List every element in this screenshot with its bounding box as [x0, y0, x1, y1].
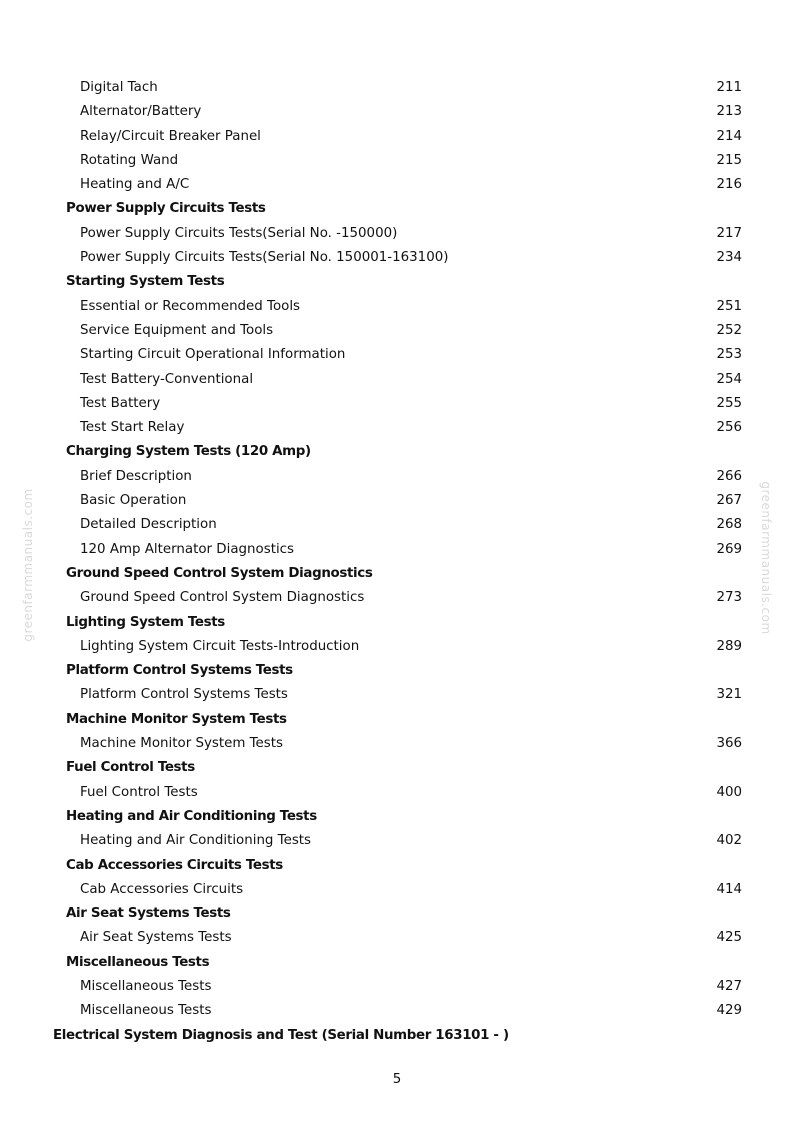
- watermark-right: greenfarmmanuals.com: [759, 481, 773, 635]
- toc-entry[interactable]: [0, 319, 794, 343]
- toc-entry[interactable]: [0, 538, 794, 562]
- toc-entry-title: Heating and Air Conditioning Tests: [66, 808, 317, 824]
- toc-entry-page: 266: [716, 468, 742, 484]
- toc-entry-title: Electrical System Diagnosis and Test (Serial Number 163101 - ): [53, 1027, 509, 1043]
- toc-entry-page: 268: [716, 517, 742, 533]
- toc-section-heading[interactable]: [0, 951, 794, 975]
- toc-entry-title: Fuel Control Tests: [66, 760, 195, 776]
- toc-entry[interactable]: [0, 975, 794, 999]
- toc-entry-title: Miscellaneous Tests: [80, 978, 212, 994]
- toc-entry[interactable]: [0, 76, 794, 100]
- toc-entry-title: Machine Monitor System Tests: [80, 736, 284, 752]
- toc-entry-page: 214: [716, 128, 742, 144]
- toc-entry-page: 273: [716, 590, 742, 606]
- toc-entry[interactable]: [0, 368, 794, 392]
- toc-entry-title: Cab Accessories Circuits Tests: [66, 857, 283, 873]
- toc-entry-page: 217: [716, 225, 742, 241]
- toc-entry-title: Platform Control Systems Tests: [66, 663, 293, 679]
- toc-entry[interactable]: [0, 125, 794, 149]
- toc-entry-title: Miscellaneous Tests: [80, 1003, 212, 1019]
- toc-entry-title: Power Supply Circuits Tests: [66, 201, 266, 217]
- toc-entry-title: Power Supply Circuits Tests(Serial No. -150000): [80, 225, 398, 241]
- toc-entry-page: 427: [716, 978, 742, 994]
- watermark-left: greenfarmmanuals.com: [21, 488, 35, 642]
- toc-entry[interactable]: [0, 295, 794, 319]
- toc-entry-page: 253: [716, 347, 742, 363]
- toc-entry[interactable]: [0, 586, 794, 610]
- toc-entry-title: Basic Operation: [80, 493, 187, 509]
- toc-entry-page: 215: [716, 152, 742, 168]
- toc-section-heading[interactable]: [0, 440, 794, 464]
- toc-entry[interactable]: [0, 392, 794, 416]
- toc-entry-page: 289: [716, 638, 742, 654]
- toc-entry-title: Relay/Circuit Breaker Panel: [80, 128, 261, 144]
- toc-entry[interactable]: [0, 246, 794, 270]
- toc-entry[interactable]: [0, 732, 794, 756]
- toc-entry-page: 256: [716, 420, 742, 436]
- toc-entry[interactable]: [0, 489, 794, 513]
- toc-entry-title: Lighting System Circuit Tests-Introduction: [80, 638, 360, 654]
- toc-entry[interactable]: [0, 173, 794, 197]
- toc-entry[interactable]: [0, 465, 794, 489]
- toc-entry-title: Ground Speed Control System Diagnostics: [66, 565, 373, 581]
- toc-entry-page: 255: [716, 395, 742, 411]
- toc-entry-page: 402: [716, 833, 742, 849]
- toc-entry-title: Brief Description: [80, 468, 192, 484]
- toc-entry-title: Service Equipment and Tools: [80, 322, 274, 338]
- toc-entry[interactable]: [0, 926, 794, 950]
- toc-entry-page: 425: [716, 930, 742, 946]
- toc-entry-page: 269: [716, 541, 742, 557]
- toc-entry-title: Fuel Control Tests: [80, 784, 198, 800]
- toc-section-heading[interactable]: [0, 854, 794, 878]
- toc-entry-title: Charging System Tests (120 Amp): [66, 444, 311, 460]
- toc-entry-title: Test Start Relay: [80, 420, 185, 436]
- toc-entry-title: Air Seat Systems Tests: [80, 930, 232, 946]
- toc-entry-title: Heating and A/C: [80, 177, 190, 193]
- toc-entry-title: Heating and Air Conditioning Tests: [80, 833, 312, 849]
- toc-entry-title: Cab Accessories Circuits: [80, 881, 244, 897]
- toc-entry-title: Air Seat Systems Tests: [66, 906, 231, 922]
- toc-entry-page: 234: [716, 250, 742, 266]
- toc-section-heading[interactable]: [0, 756, 794, 780]
- toc-entry-page: 211: [716, 80, 742, 95]
- toc-entry-title: Essential or Recommended Tools: [80, 298, 301, 314]
- toc-entry-title: Rotating Wand: [80, 152, 179, 168]
- toc-chapter-heading[interactable]: [0, 1024, 794, 1048]
- toc-entry[interactable]: [0, 781, 794, 805]
- toc-section-heading[interactable]: [0, 197, 794, 221]
- page-number: 5: [392, 1072, 402, 1087]
- toc-entry-title: Miscellaneous Tests: [66, 954, 210, 970]
- toc-entry-page: 251: [716, 298, 742, 314]
- toc-section-heading[interactable]: [0, 562, 794, 586]
- toc-entry-page: 366: [716, 736, 742, 752]
- toc-entry[interactable]: [0, 416, 794, 440]
- toc-entry-title: Digital Tach: [80, 80, 158, 95]
- toc-entry-title: Platform Control Systems Tests: [80, 687, 288, 703]
- toc-entry-page: 267: [716, 493, 742, 509]
- toc-entry[interactable]: [0, 635, 794, 659]
- toc-entry[interactable]: [0, 343, 794, 367]
- toc-section-heading[interactable]: [0, 659, 794, 683]
- toc-entry-page: 321: [716, 687, 742, 703]
- toc-entry-page: 414: [716, 881, 742, 897]
- toc-entry-title: Power Supply Circuits Tests(Serial No. 150001-163100): [80, 250, 449, 266]
- toc-entry-page: 213: [716, 104, 742, 120]
- toc-entry[interactable]: [0, 222, 794, 246]
- toc-section-heading[interactable]: [0, 902, 794, 926]
- toc-section-heading[interactable]: [0, 270, 794, 294]
- toc-entry-title: Test Battery: [80, 395, 161, 411]
- toc-entry-title: Detailed Description: [80, 517, 217, 533]
- toc-entry-page: 252: [716, 322, 742, 338]
- toc-entry-title: Lighting System Tests: [66, 614, 225, 630]
- toc-entry[interactable]: [0, 878, 794, 902]
- toc-entry-page: 400: [716, 784, 742, 800]
- toc-section-heading[interactable]: [0, 611, 794, 635]
- toc-entry-page: 254: [716, 371, 742, 387]
- toc-section-heading[interactable]: [0, 805, 794, 829]
- toc-entry-page: 216: [716, 177, 742, 193]
- toc-entry-title: 120 Amp Alternator Diagnostics: [80, 541, 295, 557]
- toc-entry-title: Alternator/Battery: [80, 104, 202, 120]
- toc-section-heading[interactable]: [0, 708, 794, 732]
- toc-entry-title: Machine Monitor System Tests: [66, 711, 287, 727]
- toc-entry-page: 429: [716, 1003, 742, 1019]
- toc-entry[interactable]: [0, 999, 794, 1023]
- toc-entry-title: Starting System Tests: [66, 274, 225, 290]
- table-of-contents: [0, 76, 794, 1048]
- toc-entry[interactable]: [0, 829, 794, 853]
- toc-entry-title: Ground Speed Control System Diagnostics: [80, 590, 365, 606]
- toc-entry[interactable]: [0, 513, 794, 537]
- toc-entry[interactable]: [0, 149, 794, 173]
- toc-entry[interactable]: [0, 100, 794, 124]
- toc-entry-title: Starting Circuit Operational Information: [80, 347, 346, 363]
- toc-entry-title: Test Battery-Conventional: [80, 371, 254, 387]
- toc-entry[interactable]: [0, 683, 794, 707]
